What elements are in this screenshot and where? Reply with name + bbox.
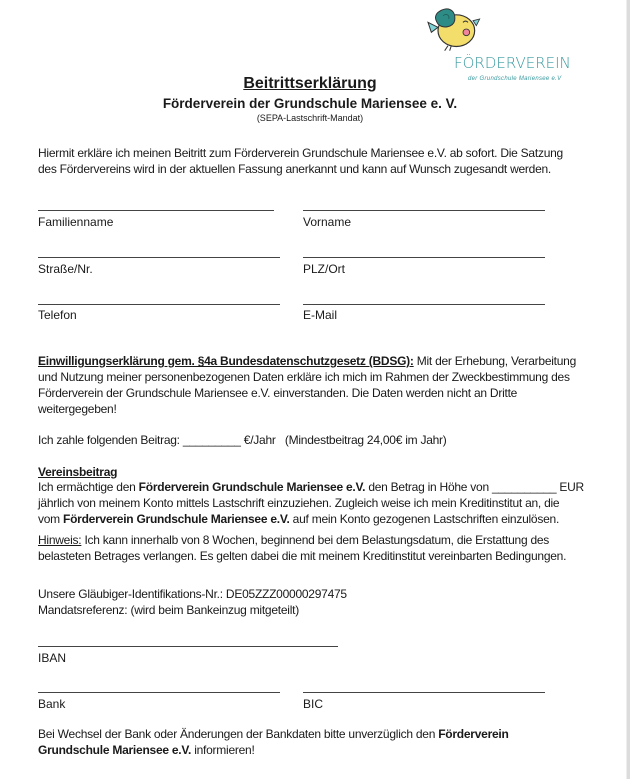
membership-fee-line-2: jährlich von meinem Konto mittels Lastschrift einzuziehen. Zugleich weise ich mein Kreditinstitut an, die: [38, 496, 560, 510]
plz-ort-line[interactable]: [303, 257, 545, 258]
familienname-label: Familienname: [38, 215, 114, 229]
footer-org-name: Förderverein: [438, 727, 509, 741]
mf-text: den Betrag in Höhe von: [365, 480, 492, 494]
logo-title: FÖRDERVEREIN: [454, 54, 571, 72]
bank-label: Bank: [38, 697, 66, 711]
plz-ort-label: PLZ/Ort: [303, 262, 346, 276]
page-edge: [626, 0, 630, 779]
intro-line-2: des Fördervereins wird in der aktuellen Fassung anerkannt und kann auf Wunsch zugesandt werden.: [38, 162, 552, 176]
consent-line-1: [38, 353, 623, 369]
vorname-label: Vorname: [303, 215, 352, 229]
membership-fee-line-3: [38, 511, 623, 527]
consent-line-2: und Nutzung meiner personenbezogenen Daten erkläre ich mich im Rahmen der Zweckbestimmung des: [38, 370, 570, 384]
footer-text: Bei Wechsel der Bank oder Änderungen der Bankdaten bitte unverzüglich den: [38, 727, 439, 741]
mf-amount-blank[interactable]: __________: [492, 480, 557, 494]
notice-line-1: [38, 532, 623, 548]
bic-line[interactable]: [303, 692, 545, 693]
contribution-amount-blank[interactable]: _________: [182, 433, 241, 447]
mf-text: Ich ermächtige den: [38, 480, 139, 494]
contribution-prefix: Ich zahle folgenden Beitrag:: [38, 433, 183, 447]
consent-line-3: Förderverein der Grundschule Mariensee e.V. einverstanden. Die Daten werden nicht an Dritte: [38, 386, 518, 400]
footer-org-name: Grundschule Mariensee e.V.: [38, 743, 192, 757]
page-title: Beitrittserklärung: [243, 75, 377, 92]
mf-currency: EUR: [556, 480, 584, 494]
footer-line-2: [38, 742, 623, 758]
notice-text: Ich kann innerhalb von 8 Wochen, beginnend bei dem Belastungsdatum, die Erstattung des: [81, 533, 550, 547]
footer-line-1: [38, 726, 623, 742]
email-line[interactable]: [303, 304, 545, 305]
mf-text: vom: [38, 512, 64, 526]
consent-line-1-text: Mit der Erhebung, Verarbeitung: [413, 354, 577, 368]
creditor-id: Unsere Gläubiger-Identifikations-Nr.: DE05ZZZ00000297475: [38, 587, 347, 601]
familienname-line[interactable]: [38, 210, 274, 211]
notice-line-2: belasteten Betrages verlangen. Es gelten dabei die mit meinem Kreditinstitut vereinbarten Bedingungen.: [38, 549, 567, 563]
bird-icon: [418, 4, 498, 54]
email-label: E-Mail: [303, 308, 338, 322]
contribution-line: [38, 432, 623, 448]
notice-label: Hinweis:: [38, 533, 82, 547]
consent-heading: Einwilligungserklärung gem. §4a Bundesdatenschutzgesetz (BDSG):: [38, 354, 414, 368]
iban-line[interactable]: [38, 646, 338, 647]
mandate-note: (SEPA-Lastschrift-Mandat): [256, 113, 364, 123]
bic-label: BIC: [303, 697, 324, 711]
telefon-label: Telefon: [38, 308, 77, 322]
mf-text: auf mein Konto gezogenen Lastschriften einzulösen.: [289, 512, 560, 526]
iban-label: IBAN: [38, 651, 67, 665]
contribution-unit: €/Jahr: [240, 433, 276, 447]
mandate-reference: Mandatsreferenz: (wird beim Bankeinzug mitgeteilt): [38, 603, 299, 617]
footer-text: informieren!: [191, 743, 255, 757]
contribution-minimum: (Mindestbeitrag 24,00€ im Jahr): [284, 433, 447, 447]
strasse-label: Straße/Nr.: [38, 262, 93, 276]
mf-org-name: Förderverein Grundschule Mariensee e.V.: [63, 512, 290, 526]
membership-fee-line-1: [38, 479, 623, 495]
strasse-line[interactable]: [38, 257, 280, 258]
consent-line-4: weitergegeben!: [38, 402, 117, 416]
vorname-line[interactable]: [303, 210, 545, 211]
membership-fee-heading: Vereinsbeitrag: [38, 465, 118, 479]
telefon-line[interactable]: [38, 304, 280, 305]
bank-line[interactable]: [38, 692, 280, 693]
intro-line-1: Hiermit erkläre ich meinen Beitritt zum Förderverein Grundschule Mariensee e.V. ab sofort. Die Satzung: [38, 146, 563, 160]
mf-org-name: Förderverein Grundschule Mariensee e.V.: [138, 480, 366, 494]
page-subtitle: Förderverein der Grundschule Mariensee e. V.: [162, 96, 458, 111]
logo-subtitle: der Grundschule Mariensee e.V: [468, 76, 562, 82]
